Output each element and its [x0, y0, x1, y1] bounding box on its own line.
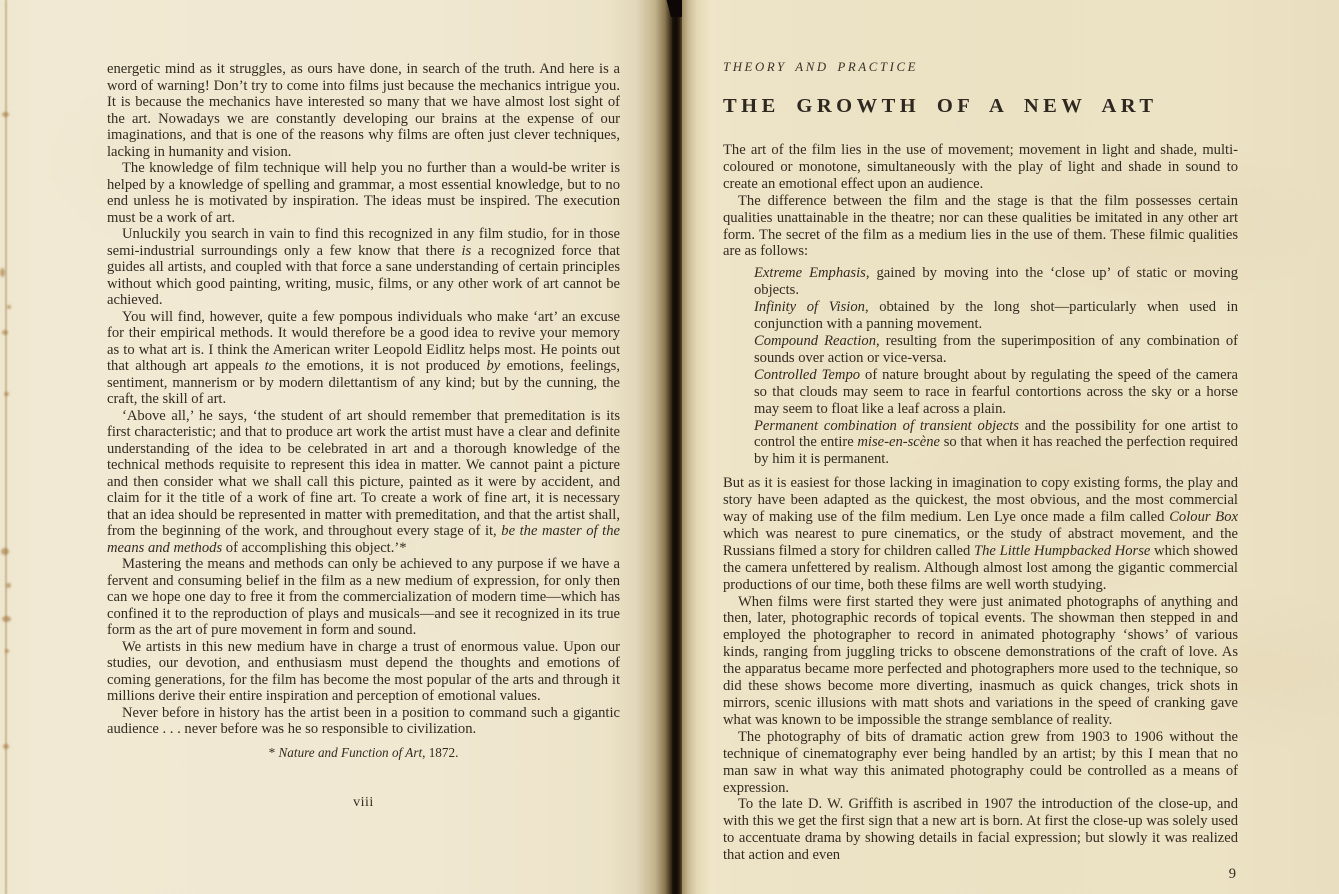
- paragraph: To the late D. W. Griffith is ascribed in 1907 the introduction of the close-up, and with this we get the first sign that a new art is born. At first the close-up was solely used to accentuate drama by showing details in facial expression; but slowly it was realized that action and even: [723, 796, 1238, 864]
- paragraph: Unluckily you search in vain to find this recognized in any film studio, for in those semi-industrial surroundings only a few know that there is a recognized force that guides all artists, and coupled with that force a sane understanding of certain principles without which good painting, writing, music, films, or any other work of art cannot be achieved.: [107, 226, 620, 308]
- left-page-body: [107, 61, 620, 738]
- right-page: [682, 0, 1339, 894]
- paragraph: But as it is easiest for those lacking in imagination to copy existing forms, the play and story have been adapted as the quickest, the most obvious, and the most commercial way of making use of the film medium. Len Lye once made a film called Colour Box which was nearest to pure cinematics, or the study of abstract movement, and the Russians filmed a story for children called The Little Humpbacked Horse which showed the camera unfettered by realism. Although almost lost among the gigantic commercial productions of our time, both these films are well worth studying.: [723, 475, 1238, 593]
- right-page-number: 9: [1228, 866, 1236, 883]
- paragraph: Infinity of Vision, obtained by the long shot—particularly when used in conjunction with a panning movement.: [754, 299, 1238, 333]
- paragraph: Extreme Emphasis, gained by moving into the ‘close up’ of static or moving objects.: [754, 265, 1239, 299]
- foxing-spot: [0, 268, 5, 277]
- paragraph: Compound Reaction, resulting from the superimposition of any combination of sounds over action or vice-versa.: [754, 332, 1238, 366]
- paragraph: Mastering the means and methods can only be achieved to any purpose if we have a fervent and consuming belief in the film as a new medium of expression, for only then can we hope one day to free it from the commercialization of modern time—which has confined it to the reproduction of plays and musicals—and see it recognized in its true form as the art of pure movement in form and sound.: [107, 556, 620, 638]
- paragraph: Permanent combination of transient objects and the possibility for one artist to control the entire mise-en-scène so that when it has reached the perfection required by him it is permanent.: [754, 417, 1238, 468]
- right-page-text: [723, 60, 1238, 883]
- paragraph: When films were first started they were just animated photographs of anything and then, later, photographic records of topical events. The showman then stepped in and employed the photographer to record in animated photography ‘shows’ of various kinds, ranging from juggling tricks to obscene demonstrations of the craft of love. As the apparatus became more perfected and photographers more used to the technique, so did these shows become more diverting, inasmuch as quick changes, trick shots in mirrors, scenic illusions with matt shots and variations in the speed of cranking gave what was known to be impossible the strange semblance of reality.: [723, 593, 1238, 728]
- foxing-spot: [1, 548, 9, 555]
- foxing-spot: [5, 649, 9, 653]
- running-head: THEORY AND PRACTICE: [723, 60, 918, 74]
- left-page-text: [107, 61, 620, 761]
- spine-gutter: [672, 0, 682, 894]
- foxing-spot: [2, 616, 11, 622]
- paragraph: The art of the film lies in the use of movement; movement in light and shade, multi-coloured or monotone, simultaneously with the play of light and shade in sound to create an emotional effect upon an audience.: [723, 142, 1238, 192]
- foxing-spot: [4, 392, 9, 396]
- foxing-spot: [7, 305, 11, 309]
- footnote: * Nature and Function of Art, 1872.: [268, 744, 459, 760]
- paragraph: Never before in history has the artist been in a position to command such a gigantic audience . . . never before was he so responsible to civilization.: [107, 704, 620, 737]
- page-edge-line: [5, 0, 7, 894]
- right-page-body-top: [723, 142, 1238, 260]
- paragraph: The photography of bits of dramatic action grew from 1903 to 1906 without the technique of cinematography ever being handled by an artist; by this I mean that no man saw in what way this animated photography could be controlled as a means of expression.: [723, 728, 1238, 796]
- paragraph: ‘Above all,’ he says, ‘the student of art should remember that premeditation is its first characteristic; and that to produce art work the artist must have a clear and definite understanding of the idea to be celebrated in art and a thorough knowledge of the technical methods requisite to represent this idea in matter. We cannot paint a picture and then consider what we shall call this picture, painted as it were by accident, and claim for it the title of a work of fine art. To create a work of fine art, it is necessary that an idea should be represented in matter with premeditation, and that the artist shall, from the beginning of the work, and throughout every stage of it, be the master of the means and methods of accomplishing this object.’*: [107, 407, 620, 556]
- right-page-body-bottom: [723, 475, 1238, 864]
- paragraph: The knowledge of film technique will help you no further than a would-be writer is helped by a knowledge of spelling and grammar, a most essential knowledge, but to no end unless he is motivated by inspiration. The ideas must be inspired. The execution must be a work of art.: [107, 160, 620, 226]
- paragraph: We artists in this new medium have in charge a trust of enormous value. Upon our studies, our devotion, and enthusiasm must depend the thoughts and emotions of coming generations, for the film has become the most popular of the arts and through it millions derive their entire inspiration and perception of emotional values.: [107, 638, 620, 704]
- left-page-number: viii: [353, 795, 374, 810]
- paragraph: You will find, however, quite a few pompous individuals who make ‘art’ an excuse for their empirical methods. It would therefore be a good idea to revive your memory as to what art is. I think the American writer Leopold Eidlitz helps most. He points out that although art appeals to the emotions, it is not produced by emotions, feelings, sentiment, mannerism or by modern dilettantism of any kind; but by the cunning, the craft, the skill of art.: [107, 308, 620, 407]
- foxing-spot: [2, 112, 9, 117]
- paragraph: energetic mind as it struggles, as ours have done, in search of the truth. And here is a word of warning! Don’t try to come into films just because the mechanics intrigue you. It is because the mechanics have interested so many that we have almost lost sight of the art. Nowadays we are constantly developing our brains at the expense of our imaginations, and that is one of the reasons why films are often just clever techniques, lacking in humanity and vision.: [107, 61, 620, 160]
- foxing-spot: [3, 744, 9, 749]
- paragraph: The difference between the film and the stage is that the film possesses certain qualities unattainable in the theatre; nor can these qualities be imitated in any other art form. The secret of the film as a medium lies in the use of them. These filmic qualities are as follows:: [723, 192, 1238, 260]
- chapter-title: THE GROWTH OF A NEW ART: [723, 95, 1158, 117]
- paragraph: Controlled Tempo of nature brought about by regulating the speed of the camera so that clouds may seem to race in fearful contortions across the sky or a horse may seem to float like a leaf across a plain.: [754, 366, 1238, 417]
- foxing-spot: [6, 583, 11, 588]
- filmic-qualities-list: [754, 265, 1238, 468]
- foxing-spot: [2, 330, 8, 335]
